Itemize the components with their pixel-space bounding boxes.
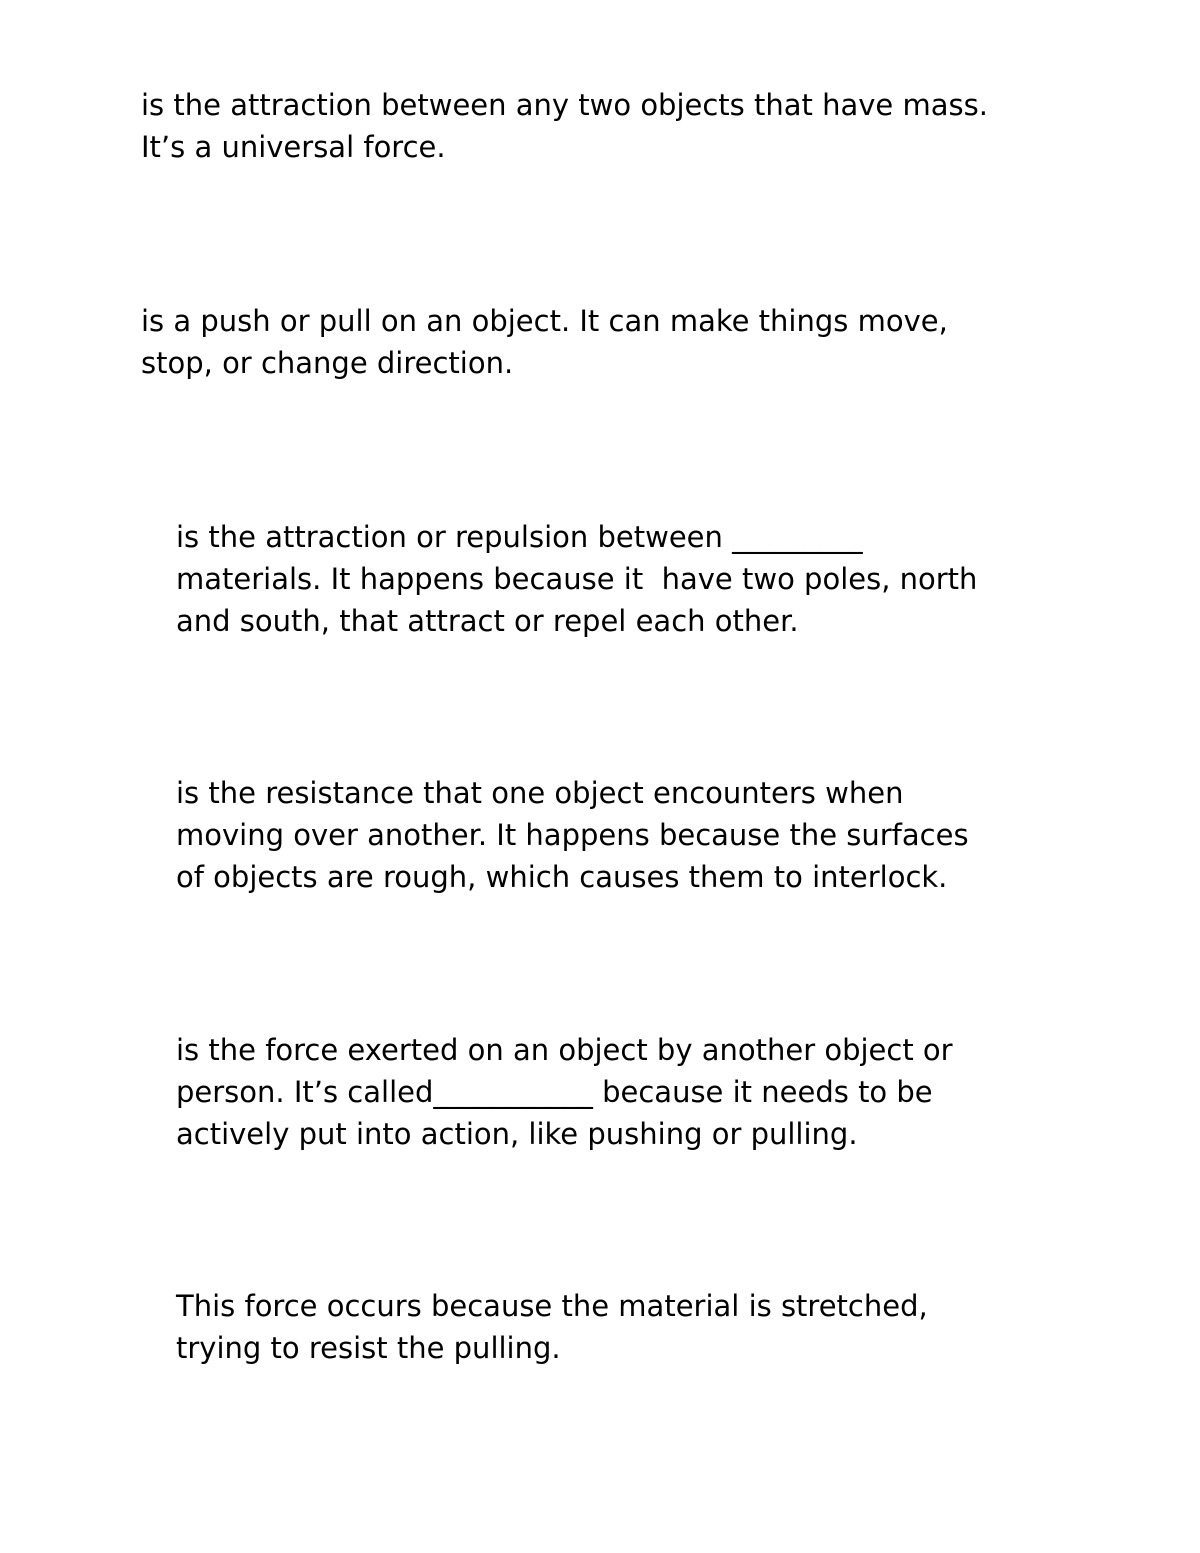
paragraph-line: actively put into action, like pushing or pulling. bbox=[176, 1117, 858, 1151]
paragraph-line: and south, that attract or repel each other. bbox=[176, 604, 799, 638]
tension-force-definition-paragraph bbox=[176, 1285, 928, 1369]
paragraph-line: It’s a universal force. bbox=[141, 130, 446, 164]
paragraph-line: stop, or change direction. bbox=[141, 346, 514, 380]
paragraph-line: This force occurs because the material is stretched, bbox=[176, 1289, 928, 1323]
force-definition-paragraph bbox=[141, 300, 948, 384]
paragraph-line: is the attraction or repulsion between _________ bbox=[176, 520, 863, 554]
paragraph-line: is the attraction between any two objects that have mass. bbox=[141, 88, 988, 122]
paragraph-line: trying to resist the pulling. bbox=[176, 1331, 561, 1365]
paragraph-line: is a push or pull on an object. It can make things move, bbox=[141, 304, 948, 338]
paragraph-line: materials. It happens because it have two poles, north bbox=[176, 562, 978, 596]
paragraph-line: is the force exerted on an object by another object or bbox=[176, 1033, 953, 1067]
applied-force-definition-paragraph bbox=[176, 1029, 953, 1155]
gravity-definition-paragraph bbox=[141, 84, 988, 168]
paragraph-line: of objects are rough, which causes them to interlock. bbox=[176, 860, 948, 894]
paragraph-line: moving over another. It happens because the surfaces bbox=[176, 818, 969, 852]
paragraph-line: person. It’s called___________ because it needs to be bbox=[176, 1075, 933, 1109]
friction-definition-paragraph bbox=[176, 772, 969, 898]
magnetic-force-definition-paragraph bbox=[176, 516, 977, 642]
paragraph-line: is the resistance that one object encounters when bbox=[176, 776, 904, 810]
